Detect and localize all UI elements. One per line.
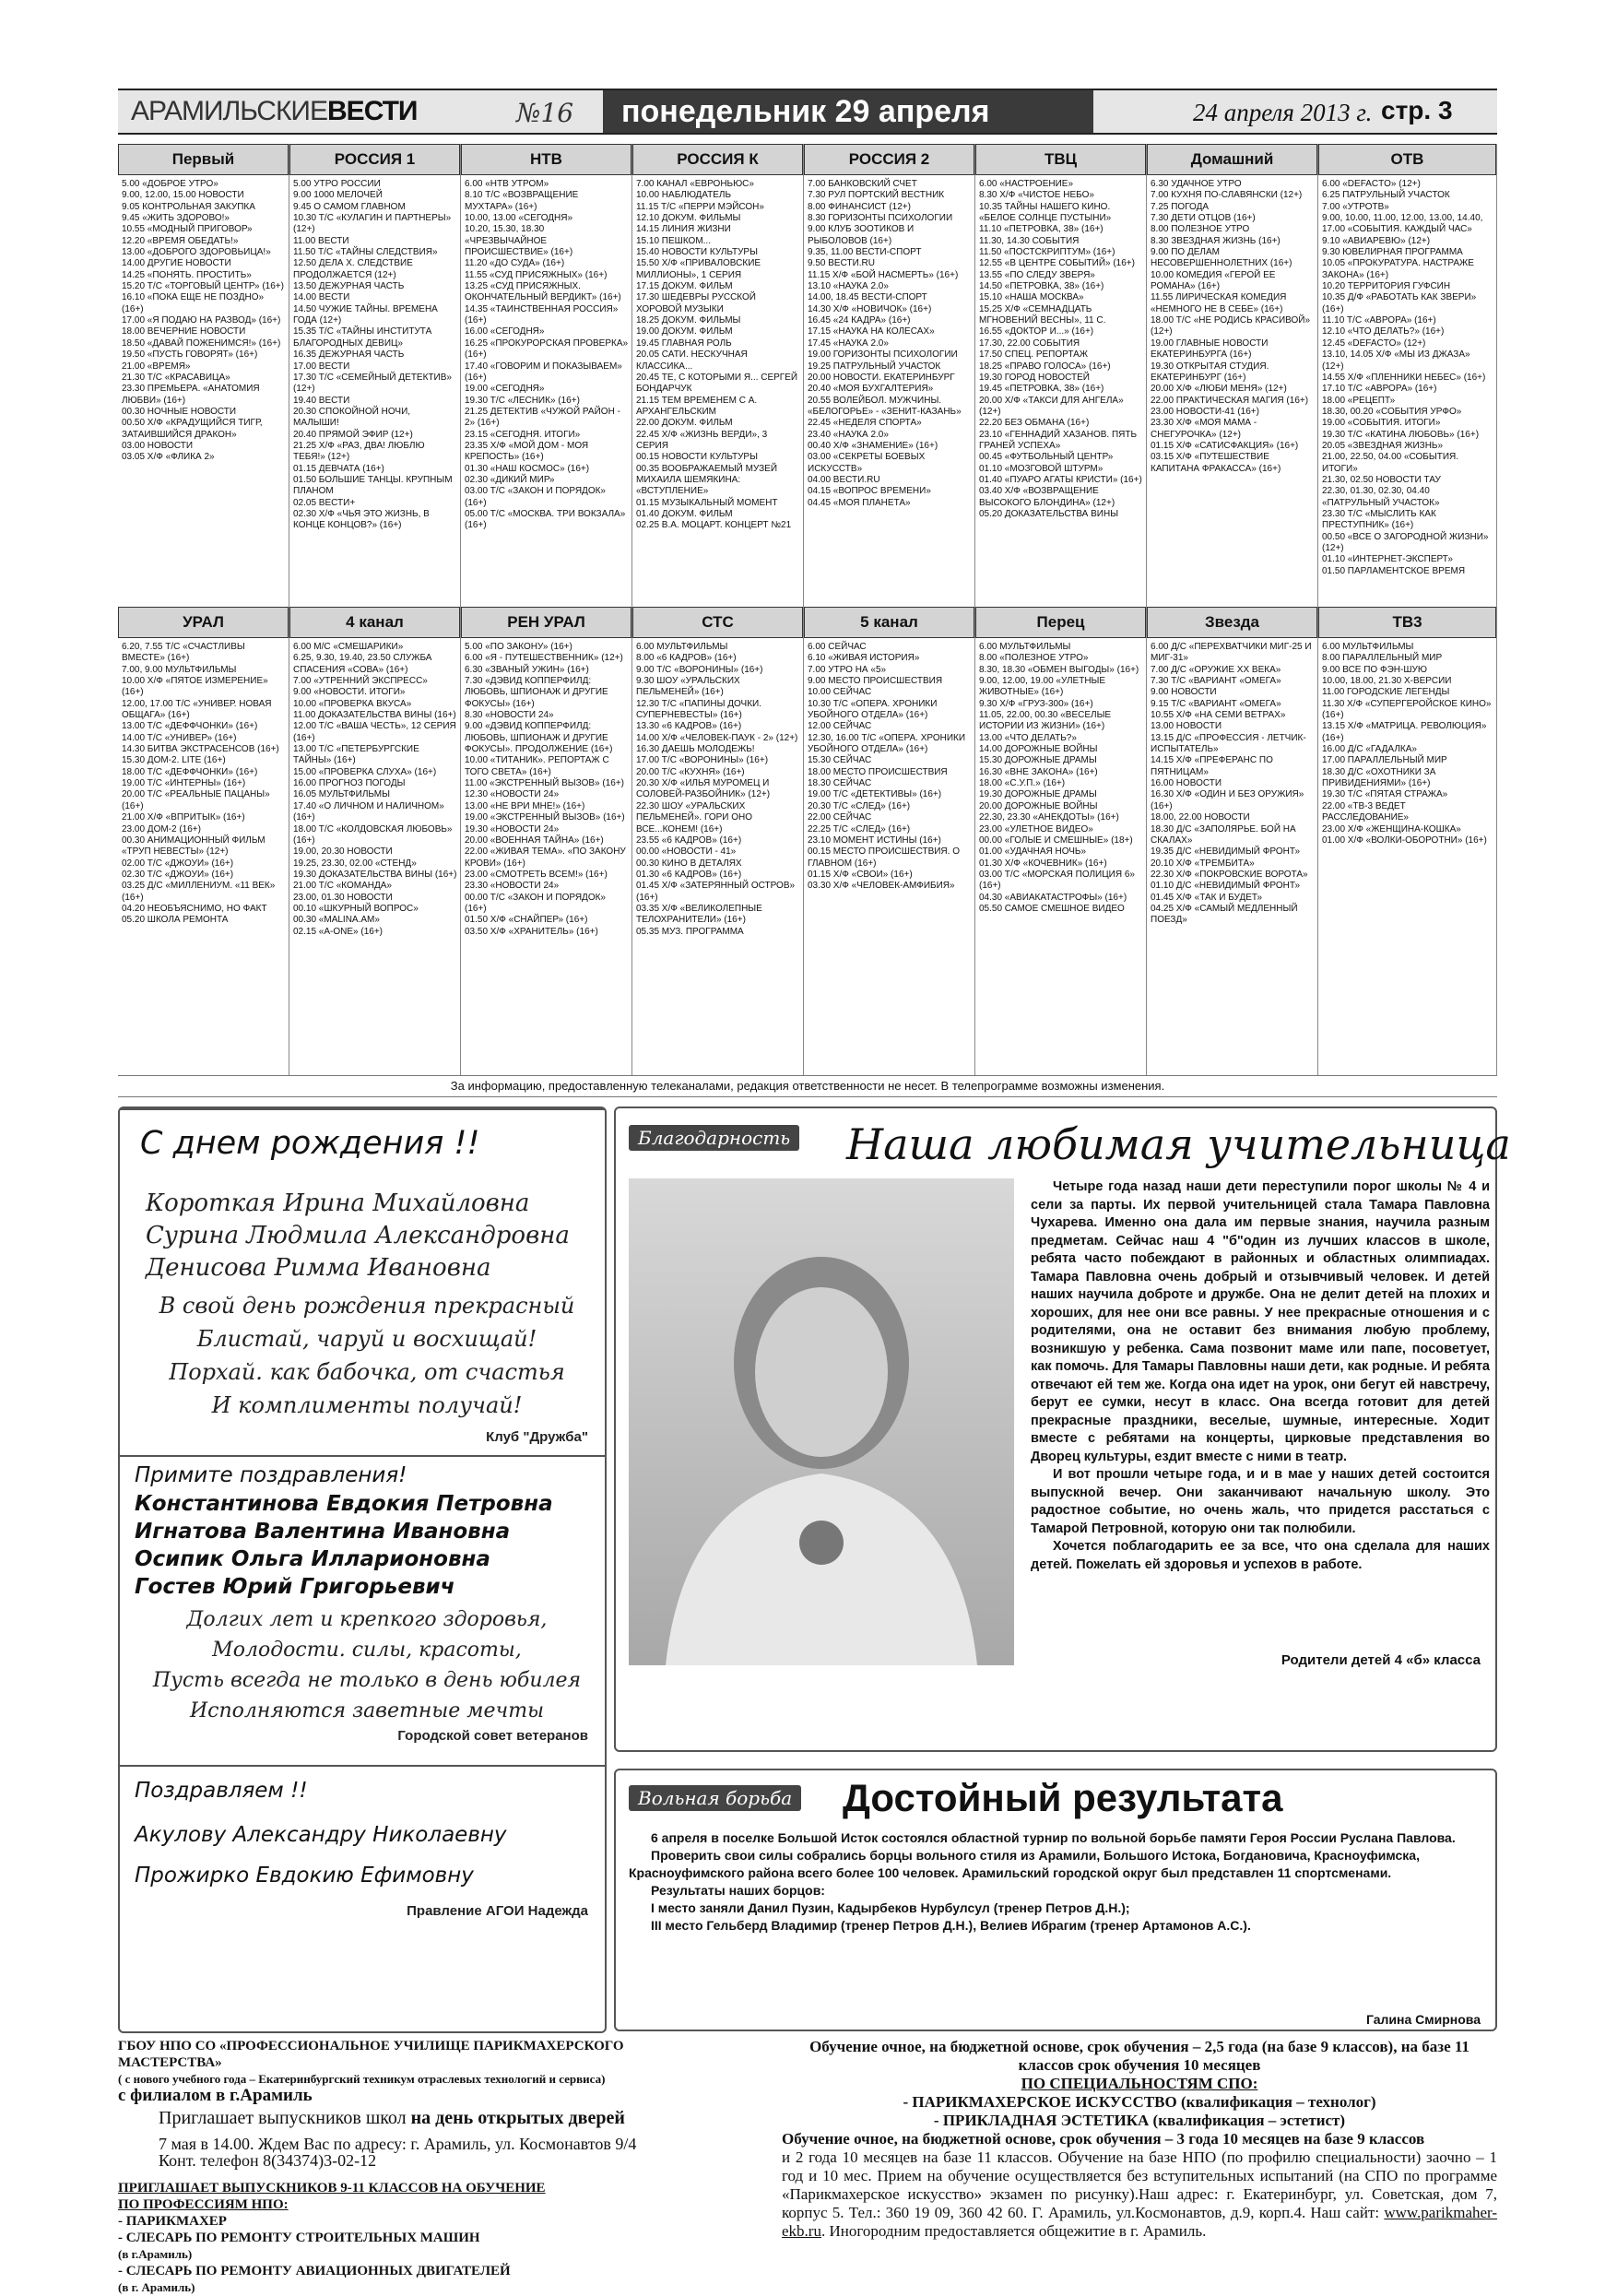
specialty: - ПАРИКМАХЕРСКОЕ ИСКУССТВО (квалификация – технолог): [903, 2093, 1376, 2111]
paragraph: 6 апреля в поселке Большой Исток состоялся областной турнир по вольной борьбе памяти Героя России Руслана Павлова.: [651, 1830, 1456, 1845]
teacher-tag: Благодарность: [629, 1125, 799, 1151]
paragraph: Результаты наших борцов:: [651, 1883, 825, 1898]
invite-text: Приглашает выпускников школ: [159, 2108, 407, 2128]
school-website-link[interactable]: www.parikmaher-ekb.ru: [782, 2204, 1498, 2240]
name: Денисова Римма Ивановна: [146, 1254, 491, 1282]
issue-date: 24 апреля 2013 г.: [1193, 99, 1373, 126]
tv-channel-column: [804, 144, 975, 1075]
tv-channel-column: [975, 144, 1147, 1075]
paragraph: Четыре года назад наши дети переступили порог школы № 4 и сели за парты. Их первой учительницей стала Тамара Павловна Чухарева. Именно она дала им первые знания, научила разным предметам. Сейчас наш 4 "б"один из лучших классов в школе, ребята часто побеждают в районных и областных олимпиадах. Тамара Павловна очень добрый и отзывчивый человек. И детей наших научила доброте и дружбе. Она не делит детей на плохих и хороших, для нее они все равны. У нее прекрасные отношения и с родителями, она не оставит без внимания любую проблему, возникшую у ребенка. Сама позвонит маме или папе, посоветует, как помочь. Для Тамары Павловны наши дети, как родные. И ребята отвечают ей тем же. Когда она идет на урок, они бегут ей навстречу, берут ее сумки, несут в класс. Она всегда готовит для детей прекрасные праздники, веселые, шумные, интересные. Ходит вместе с ребятами на концерты, цирковые представления во Дворец культуры, ездит вместе с ними в театр.: [1031, 1179, 1490, 1464]
channel-schedule: 6.00 «DEFACTO» (12+) 6.25 ПАТРУЛЬНЫЙ УЧАСТОК 7.00 «УТРОТВ» 9.00, 10.00, 11.00, 12.00, 13.00, 14.40, 17.00 «СОБЫТИЯ. КАЖДЫЙ ЧАС» 9.10 «АВИАРЕВЮ» (12+) 9.30 ЮВЕЛИРНАЯ ПРОГРАММА 10.05 «ПРОКУРАТУРА. НАСТРАЖЕ ЗАКОНА» (16+) 10.20 ТЕРРИТОРИЯ ГУФСИН 10.35 Д/Ф «РАБОТАТЬ КАК ЗВЕРИ» (16+) 11.10 Т/С «АВРОРА» (16+) 12.10 «ЧТО ДЕЛАТЬ?» (16+) 12.45 «DEFACTO» (12+) 13.10, 14.05 Х/Ф «МЫ ИЗ ДЖАЗА» (12+) 14.55 Х/Ф «ПЛЕННИКИ НЕБЕС» (16+) 17.10 Т/С «АВРОРА» (16+) 18.00 «РЕЦЕПТ» 18.30, 00.20 «СОБЫТИЯ УРФО» 19.00 «СОБЫТИЯ. ИТОГИ» 19.30 Т/С «КАТИНА ЛЮБОВЬ» (16+) 20.05 «ЗВЕЗДНАЯ ЖИЗНЬ» 21.00, 22.50, 04.00 «СОБЫТИЯ. ИТОГИ» 21.30, 02.50 НОВОСТИ ТАУ 22.30, 01.30, 02.30, 04.40 «ПАТРУЛЬНЫЙ УЧАСТОК» 23.30 Т/С «МЫСЛИТЬ КАК ПРЕСТУПНИК» (16+) 00.50 «ВСЕ О ЗАГОРОДНОЙ ЖИЗНИ» (12+) 01.10 «ИНТЕРНЕТ-ЭКСПЕРТ» 01.50 ПАРЛАМЕНТСКОЕ ВРЕМЯ: [1322, 179, 1489, 576]
open-day: на день открытых дверей: [410, 2108, 625, 2128]
study-terms: Обучение очное, на бюджетной основе, срок обучения – 2,5 года (на базе 9 классов), на базе 11 классов срок обучения 10 месяцев: [809, 2038, 1469, 2074]
birthday-signature-3: Правление АГОИ Надежда: [407, 1903, 588, 1919]
tv-channel-column: [632, 144, 804, 1075]
birthday-verse-1: [146, 1289, 588, 1422]
birthday-signature-1: Клуб "Дружба": [486, 1429, 588, 1445]
wrestling-tag: Вольная борьба: [629, 1785, 801, 1811]
paragraph: III место Гельберд Владимир (тренер Петров Д.Н.), Велиев Ибрагим (тренер Артамонов А.С.).: [651, 1918, 1251, 1933]
school-name: ГБОУ НПО СО «ПРОФЕССИОНАЛЬНОЕ УЧИЛИЩЕ ПАРИКМАХЕРСКОГО МАСТЕРСТВА»: [118, 2039, 624, 2070]
birthday-names-2: [135, 1490, 596, 1601]
channel-logo: ОТВ: [1318, 144, 1496, 175]
channel-logo: Звезда: [1147, 607, 1317, 638]
name: Сурина Людмила Александровна: [146, 1222, 570, 1249]
channel-schedule: 6.00 «НТВ УТРОМ» 8.10 Т/С «ВОЗВРАЩЕНИЕ МУХТАРА» (16+) 10.00, 13.00 «СЕГОДНЯ» 10.20, 15.30, 18.30 «ЧРЕЗВЫЧАЙНОЕ ПРОИСШЕСТВИЕ» (16+) 11.20 «ДО СУДА» (16+) 11.55 «СУД ПРИСЯЖНЫХ» (16+) 13.25 «СУД ПРИСЯЖНЫХ. ОКОНЧАТЕЛЬНЫЙ ВЕРДИКТ» (16+) 14.35 «ТАИНСТВЕННАЯ РОССИЯ» (16+) 16.00 «СЕГОДНЯ» 16.25 «ПРОКУРОРСКАЯ ПРОВЕРКА» (16+) 17.40 «ГОВОРИМ И ПОКАЗЫВАЕМ» (16+) 19.00 «СЕГОДНЯ» 19.30 Т/С «ЛЕСНИК» (16+) 21.25 ДЕТЕКТИВ «ЧУЖОЙ РАЙОН - 2» (16+) 23.15 «СЕГОДНЯ. ИТОГИ» 23.35 Х/Ф «МОЙ ДОМ - МОЯ КРЕПОСТЬ» (16+) 01.30 «НАШ КОСМОС» (16+) 02.30 «ДИКИЙ МИР» 03.00 Т/С «ЗАКОН И ПОРЯДОК» (16+) 05.00 Т/С «МОСКВА. ТРИ ВОКЗАЛА» (16+): [465, 179, 629, 531]
school-advert: [118, 2038, 1498, 2294]
channel-schedule: 6.00 СЕЙЧАС 6.10 «ЖИВАЯ ИСТОРИЯ» 7.00 УТРО НА «5» 9.00 МЕСТО ПРОИСШЕСТВИЯ 10.00 СЕЙЧАС 10.30 Т/С «ОПЕРА. ХРОНИКИ УБОЙНОГО ОТДЕЛА» (16+) 12.00 СЕЙЧАС 12.30, 16.00 Т/С «ОПЕРА. ХРОНИКИ УБОЙНОГО ОТДЕЛА» (16+) 15.30 СЕЙЧАС 18.00 МЕСТО ПРОИСШЕСТВИЯ 18.30 СЕЙЧАС 19.00 Т/С «ДЕТЕКТИВЫ» (16+) 20.30 Т/С «СЛЕД» (16+) 22.00 СЕЙЧАС 22.25 Т/С «СЛЕД» (16+) 23.10 МОМЕНТ ИСТИНЫ (16+) 00.15 МЕСТО ПРОИСШЕСТВИЯ. О ГЛАВНОМ (16+) 01.15 Х/Ф «СВОИ» (16+) 03.30 Х/Ф «ЧЕЛОВЕК-АМФИБИЯ»: [808, 642, 966, 892]
masthead: [118, 89, 1497, 135]
divider: [120, 1108, 605, 1110]
verse-line: Долгих лет и крепкого здоровья,: [186, 1608, 548, 1631]
divider: [120, 1765, 605, 1767]
verse-line: Порхай. как бабочка, от счастья: [169, 1359, 565, 1385]
channel-logo: ТВЦ: [975, 144, 1146, 175]
name: Акулову Александру Николаевну: [135, 1823, 507, 1847]
channel-schedule: 6.00 «НАСТРОЕНИЕ» 8.30 Х/Ф «ЧИСТОЕ НЕБО» 10.35 ТАЙНЫ НАШЕГО КИНО. «БЕЛОЕ СОЛНЦЕ ПУСТЫНИ» 11.10 «ПЕТРОВКА, 38» (16+) 11.30, 14.30 СОБЫТИЯ 11.50 «ПОСТСКРИПТУМ» (16+) 12.55 «В ЦЕНТРЕ СОБЫТИЙ» (16+) 13.55 «ПО СЛЕДУ ЗВЕРЯ» 14.50 «ПЕТРОВКА, 38» (16+) 15.10 «НАША МОСКВА» 15.25 Х/Ф «СЕМНАДЦАТЬ МГНОВЕНИЙ ВЕСНЫ», 11 С. 16.55 «ДОКТОР И...» (16+) 17.30, 22.00 СОБЫТИЯ 17.50 СПЕЦ. РЕПОРТАЖ 18.25 «ПРАВО ГОЛОСА» (16+) 19.30 ГОРОД НОВОСТЕЙ 19.45 «ПЕТРОВКА, 38» (16+) 20.00 Х/Ф «ТАКСИ ДЛЯ АНГЕЛА» (12+) 22.20 БЕЗ ОБМАНА (16+) 23.10 «ГЕННАДИЙ ХАЗАНОВ. ПЯТЬ ГРАНЕЙ УСПЕХА» 00.45 «ФУТБОЛЬНЫЙ ЦЕНТР» 01.10 «МОЗГОВОЙ ШТУРМ» 01.40 «ПУАРО АГАТЫ КРИСТИ» (16+) 03.40 Х/Ф «ВОЗВРАЩЕНИЕ ВЫСОКОГО БЛОНДИНА» (12+) 05.20 ДОКАЗАТЕЛЬСТВА ВИНЫ: [979, 179, 1142, 519]
channel-logo: ТВ3: [1318, 607, 1496, 638]
channel-schedule: 6.30 УДАЧНОЕ УТРО 7.00 КУХНЯ ПО-СЛАВЯНСКИ (12+) 7.25 ПОГОДА 7.30 ДЕТИ ОТЦОВ (16+) 8.00 ПОЛЕЗНОЕ УТРО 8.30 ЗВЕЗДНАЯ ЖИЗНЬ (16+) 9.00 ПО ДЕЛАМ НЕСОВЕРШЕННОЛЕТНИХ (16+) 10.00 КОМЕДИЯ «ГЕРОЙ ЕЕ РОМАНА» (16+) 11.55 ЛИРИЧЕСКАЯ КОМЕДИЯ «НЕМНОГО НЕ В СЕБЕ» (16+) 18.00 Т/С «НЕ РОДИСЬ КРАСИВОЙ» (12+) 19.00 ГЛАВНЫЕ НОВОСТИ ЕКАТЕРИНБУРГА (16+) 19.30 ОТКРЫТАЯ СТУДИЯ. ЕКАТЕРИНБУРГ (16+) 20.00 Х/Ф «ЛЮБИ МЕНЯ» (12+) 22.00 ПРАКТИЧЕСКАЯ МАГИЯ (16+) 23.00 НОВОСТИ-41 (16+) 23.30 Х/Ф «МОЯ МАМА - СНЕГУРОЧКА» (12+) 01.15 Х/Ф «САТИСФАКЦИЯ» (16+) 03.15 Х/Ф «ПУТЕШЕСТВИЕ КАПИТАНА ФРАКАССА» (16+): [1151, 179, 1311, 474]
birthday-greetings: [118, 1107, 607, 2033]
channel-schedule: 5.00 «ДОБРОЕ УТРО» 9.00, 12.00, 15.00 НОВОСТИ 9.05 КОНТРОЛЬНАЯ ЗАКУПКА 9.45 «ЖИТЬ ЗДОРОВО!» 10.55 «МОДНЫЙ ПРИГОВОР» 12.20 «ВРЕМЯ ОБЕДАТЬ!» 13.00 «ДОБРОГО ЗДОРОВЬИЦА!» 14.00 ДРУГИЕ НОВОСТИ 14.25 «ПОНЯТЬ. ПРОСТИТЬ» 15.20 Т/С «ТОРГОВЫЙ ЦЕНТР» (16+) 16.10 «ПОКА ЕЩЕ НЕ ПОЗДНО» (16+) 17.00 «Я ПОДАЮ НА РАЗВОД» (16+) 18.00 ВЕЧЕРНИЕ НОВОСТИ 18.50 «ДАВАЙ ПОЖЕНИМСЯ!» (16+) 19.50 «ПУСТЬ ГОВОРЯТ» (16+) 21.00 «ВРЕМЯ» 21.30 Т/С «КРАСАВИЦА» 23.30 ПРЕМЬЕРА. «АНАТОМИЯ ЛЮБВИ» (16+) 00.30 НОЧНЫЕ НОВОСТИ 00.50 Х/Ф «КРАДУЩИЙСЯ ТИГР, ЗАТАИВШИЙСЯ ДРАКОН» 03.00 НОВОСТИ 03.05 Х/Ф «ФЛИКА 2»: [122, 179, 284, 463]
day-banner: понедельник 29 апреля: [603, 90, 1093, 133]
verse-line: Исполняются заветные мечты: [189, 1699, 545, 1722]
teacher-photo: [629, 1178, 1014, 1665]
channel-schedule: 6.20, 7.55 Т/С «СЧАСТЛИВЫ ВМЕСТЕ» (16+) 7.00, 9.00 МУЛЬТФИЛЬМЫ 10.00 Х/Ф «ПЯТОЕ ИЗМЕРЕНИЕ» (16+) 12.00, 17.00 Т/С «УНИВЕР. НОВАЯ ОБЩАГА» (16+) 13.00 Т/С «ДЕФФЧОНКИ» (16+) 14.00 Т/С «УНИВЕР» (16+) 14.30 БИТВА ЭКСТРАСЕНСОВ (16+) 15.30 ДОМ-2. LITE (16+) 18.00 Т/С «ДЕФФЧОНКИ» (16+) 19.00 Т/С «ИНТЕРНЫ» (16+) 20.00 Т/С «РЕАЛЬНЫЕ ПАЦАНЫ» (16+) 21.00 Х/Ф «ВПРИТЫК» (16+) 23.00 ДОМ-2 (16+) 00.30 АНИМАЦИОННЫЙ ФИЛЬМ «ТРУП НЕВЕСТЫ» (12+) 02.00 Т/С «ДЖОУИ» (16+) 02.30 Т/С «ДЖОУИ» (16+) 03.25 Д/С «МИЛЛЕНИУМ. «11 ВЕК» (16+) 04.20 НЕОБЪЯСНИМО, НО ФАКТ 05.20 ШКОЛА РЕМОНТА: [122, 642, 279, 926]
channel-logo: 4 канал: [289, 607, 460, 638]
paragraph: I место заняли Данил Пузин, Кадырбеков Нурбулсул (тренер Петров Д.Н.);: [651, 1900, 1130, 1915]
teacher-headline: Наша любимая учительница: [846, 1119, 1511, 1169]
school-branch: с филиалом в г.Арамиль: [118, 2086, 313, 2105]
channel-schedule: 6.00 МУЛЬТФИЛЬМЫ 8.00 ПАРАЛЛЕЛЬНЫЙ МИР 9.00 ВСЕ ПО ФЭН-ШУЮ 10.00, 18.00, 21.30 Х-ВЕРСИИ 11.00 ГОРОДСКИЕ ЛЕГЕНДЫ 11.30 Х/Ф «СУПЕРГЕРОЙСКОЕ КИНО» (16+) 13.15 Х/Ф «МАТРИЦА. РЕВОЛЮЦИЯ» (16+) 16.00 Д/С «ГАДАЛКА» 17.00 ПАРАЛЛЕЛЬНЫЙ МИР 18.30 Д/С «ОХОТНИКИ ЗА ПРИВИДЕНИЯМИ» (16+) 19.30 Т/С «ПЯТАЯ СТРАЖА» 22.00 «ТВ-3 ВЕДЕТ РАССЛЕДОВАНИЕ» 23.00 Х/Ф «ЖЕНЩИНА-КОШКА» 01.00 Х/Ф «ВОЛКИ-ОБОРОТНИ» (16+): [1322, 642, 1492, 846]
admission-info: . Иногородним предоставляется общежитие в г. Арамиль.: [820, 2222, 1207, 2240]
issue-number: №16: [516, 98, 574, 128]
birthday-verse-2: [146, 1604, 588, 1726]
school-advert-left: [118, 2038, 717, 2296]
channel-schedule: 6.00 МУЛЬТФИЛЬМЫ 8.00 «6 КАДРОВ» (16+) 9.00 Т/С «ВОРОНИНЫ» (16+) 9.30 ШОУ «УРАЛЬСКИХ ПЕЛЬМЕНЕЙ» (16+) 12.30 Т/С «ПАПИНЫ ДОЧКИ. СУПЕРНЕВЕСТЫ» (16+) 13.30 «6 КАДРОВ» (16+) 14.00 Х/Ф «ЧЕЛОВЕК-ПАУК - 2» (12+) 16.30 ДАЕШЬ МОЛОДЕЖЬ! 17.00 Т/С «ВОРОНИНЫ» (16+) 20.00 Т/С «КУХНЯ» (16+) 20.30 Х/Ф «ИЛЬЯ МУРОМЕЦ И СОЛОВЕЙ-РАЗБОЙНИК» (12+) 22.30 ШОУ «УРАЛЬСКИХ ПЕЛЬМЕНЕЙ». ГОРИ ОНО ВСЕ...КОНЕМ! (16+) 23.55 «6 КАДРОВ» (16+) 00.00 «НОВОСТИ - 41» 00.30 КИНО В ДЕТАЛЯХ 01.30 «6 КАДРОВ» (16+) 01.45 Х/Ф «ЗАТЕРЯННЫЙ ОСТРОВ» (16+) 03.35 Х/Ф «ВЕЛИКОЛЕПНЫЕ ТЕЛОХРАНИТЕЛИ» (16+) 05.35 МУЗ. ПРОГРАММА: [636, 642, 798, 937]
channel-logo: РЕН УРАЛ: [461, 607, 631, 638]
page-number: стр. 3: [1381, 96, 1453, 124]
study-terms: Обучение очное, на бюджетной основе, срок обучения – 3 года 10 месяцев на базе 9 классов: [782, 2130, 1425, 2148]
profession-note: (в г. Арамиль): [118, 2280, 195, 2294]
congrats-title-2: Примите поздравления!: [135, 1463, 407, 1487]
profession: - ПАРИКМАХЕР: [118, 2214, 227, 2229]
channel-logo: НТВ: [461, 144, 631, 175]
congrats-title-3: Поздравляем !!: [135, 1779, 308, 1803]
portrait-illustration: [629, 1178, 1014, 1665]
channel-schedule: 7.00 БАНКОВСКИЙ СЧЕТ 7.30 РУЛ ПОРТСКИЙ ВЕСТНИК 8.00 ФИНАНСИСТ (12+) 8.30 ГОРИЗОНТЫ ПСИХОЛОГИИ 9.00 КЛУБ ЗООТИКОВ И РЫБОЛОВОВ (16+) 9.35, 11.00 ВЕСТИ-СПОРТ 9.50 ВЕСТИ.RU 11.15 Х/Ф «БОЙ НАСМЕРТЬ» (16+) 13.10 «НАУКА 2.0» 14.00, 18.45 ВЕСТИ-СПОРТ 14.30 Х/Ф «НОВИЧОК» (16+) 16.45 «24 КАДРА» (16+) 17.15 «НАУКА НА КОЛЕСАХ» 17.45 «НАУКА 2.0» 19.00 ГОРИЗОНТЫ ПСИХОЛОГИИ 19.25 ПАТРУЛЬНЫЙ УЧАСТОК 20.00 НОВОСТИ. ЕКАТЕРИНБУРГ 20.40 «МОЯ БУХГАЛТЕРИЯ» 20.55 ВОЛЕЙБОЛ. МУЖЧИНЫ. «БЕЛОГОРЬЕ» - «ЗЕНИТ-КАЗАНЬ» 22.45 «НЕДЕЛЯ СПОРТА» 23.40 «НАУКА 2.0» 00.40 Х/Ф «ЗНАМЕНИЕ» (16+) 03.00 «СЕКРЕТЫ БОЕВЫХ ИСКУССТВ» 04.00 ВЕСТИ.RU 04.15 «ВОПРОС ВРЕМЕНИ» 04.45 «МОЯ ПЛАНЕТА»: [808, 179, 962, 508]
teacher-body: [1031, 1178, 1490, 1574]
spo-heading: ПО СПЕЦИАЛЬНОСТЯМ СПО:: [1021, 2075, 1258, 2092]
tv-channel-column: [1147, 144, 1318, 1075]
paragraph: Хочется поблагодарить ее за все, что она сделала для наших детей. Пожелать ей здоровья и успехов в работе.: [1031, 1539, 1490, 1572]
channel-logo: РОССИЯ 2: [804, 144, 974, 175]
channel-logo: Первый: [118, 144, 289, 175]
teacher-article: [614, 1107, 1511, 1752]
tv-disclaimer: За информацию, предоставленную телеканалами, редакция ответственности не несет. В телепрограмме возможны изменения.: [118, 1075, 1497, 1097]
paragraph: Проверить свои силы собрались борцы вольного стиля из Арамили, Большого Истока, Богдановича, Красноуфимска, Красноуфимского района всего более 100 человек. Арамильский городской округ был представлен 11 спортсменами.: [629, 1848, 1420, 1880]
contact-phone: Конт. телефон 8(34374)3-02-12: [159, 2151, 377, 2170]
name: Гостев Юрий Григорьевич: [135, 1575, 455, 1599]
channel-logo: СТС: [632, 607, 803, 638]
profession: - СЛЕСАРЬ ПО РЕМОНТУ АВИАЦИОННЫХ ДВИГАТЕЛЕЙ: [118, 2264, 511, 2278]
channel-logo: Домашний: [1147, 144, 1317, 175]
school-note: ( с нового учебного года – Екатеринбургский техникум отраслевых технологий и сервиса): [118, 2072, 606, 2086]
open-day-address: 7 мая в 14.00. Ждем Вас по адресу: г. Арамиль, ул. Космонавтов 9/4: [159, 2135, 637, 2153]
divider: [120, 1455, 605, 1457]
verse-line: И комплименты получай!: [211, 1392, 523, 1418]
invite-heading: ПРИГЛАШАЕТ ВЫПУСКНИКОВ 9-11 КЛАССОВ НА ОБУЧЕНИЕ: [118, 2181, 546, 2195]
newspaper-logo: АРАМИЛЬСКИЕВЕСТИ: [131, 96, 418, 126]
tv-channel-column: [289, 144, 461, 1075]
tv-channel-column: [1318, 144, 1497, 1075]
channel-schedule: 5.00 УТРО РОССИИ 9.00 1000 МЕЛОЧЕЙ 9.45 О САМОМ ГЛАВНОМ 10.30 Т/С «КУЛАГИН И ПАРТНЕРЫ» (12+) 11.00 ВЕСТИ 11.50 Т/С «ТАЙНЫ СЛЕДСТВИЯ» 12.50 ДЕЛА Х. СЛЕДСТВИЕ ПРОДОЛЖАЕТСЯ (12+) 13.50 ДЕЖУРНАЯ ЧАСТЬ 14.00 ВЕСТИ 14.50 ЧУЖИЕ ТАЙНЫ. ВРЕМЕНА ГОДА (12+) 15.35 Т/С «ТАЙНЫ ИНСТИТУТА БЛАГОРОДНЫХ ДЕВИЦ» 16.35 ДЕЖУРНАЯ ЧАСТЬ 17.00 ВЕСТИ 17.30 Т/С «СЕМЕЙНЫЙ ДЕТЕКТИВ» (12+) 19.40 ВЕСТИ 20.30 СПОКОЙНОЙ НОЧИ, МАЛЫШИ! 20.40 ПРЯМОЙ ЭФИР (12+) 21.25 Х/Ф «РАЗ, ДВА! ЛЮБЛЮ ТЕБЯ!» (12+) 01.15 ДЕВЧАТА (16+) 01.50 БОЛЬШИЕ ТАНЦЫ. КРУПНЫМ ПЛАНОМ 02.05 ВЕСТИ+ 02.30 Х/Ф «ЧЬЯ ЭТО ЖИЗНЬ, В КОНЦЕ КОНЦОВ?» (16+): [293, 179, 453, 531]
verse-line: В свой день рождения прекрасный: [159, 1293, 575, 1319]
verse-line: Блистай, чаруй и восхищай!: [196, 1326, 537, 1352]
wrestling-headline: Достойный результата: [843, 1776, 1283, 1819]
wrestling-body: [629, 1829, 1484, 1935]
name: Константинова Евдокия Петровна: [135, 1492, 553, 1516]
channel-schedule: 6.00 Д/С «ПЕРЕХВАТЧИКИ МИГ-25 И МИГ-31» 7.00 Д/С «ОРУЖИЕ XX ВЕКА» 7.30 Т/С «ВАРИАНТ «ОМЕГА» 9.00 НОВОСТИ 9.15 Т/С «ВАРИАНТ «ОМЕГА» 10.55 Х/Ф «НА СЕМИ ВЕТРАХ» 13.00 НОВОСТИ 13.15 Д/С «ПРОФЕССИЯ - ЛЕТЧИК-ИСПЫТАТЕЛЬ» 14.15 Х/Ф «ПРЕФЕРАНС ПО ПЯТНИЦАМ» 16.00 НОВОСТИ 16.30 Х/Ф «ОДИН И БЕЗ ОРУЖИЯ» (16+) 18.00, 22.00 НОВОСТИ 18.30 Д/С «ЗАПОЛЯРЬЕ. БОЙ НА СКАЛАХ» 19.35 Д/С «НЕВИДИМЫЙ ФРОНТ» 20.10 Х/Ф «ТРЕМБИТА» 22.30 Х/Ф «ПОКРОВСКИЕ ВОРОТА» 01.10 Д/С «НЕВИДИМЫЙ ФРОНТ» 01.45 Х/Ф «ТАК И БУДЕТ» 04.25 Х/Ф «САМЫЙ МЕДЛЕННЫЙ ПОЕЗД»: [1151, 642, 1312, 926]
name: Игнатова Валентина Ивановна: [135, 1520, 511, 1544]
birthday-signature-2: Городской совет ветеранов: [397, 1728, 588, 1744]
paragraph: И вот прошли четыре года, и и в мае у наших детей состоится выпускной вечер. Они заканчивают начальную школу. Это радостное событие, но очень жаль, что придется расстаться с Тамарой Петровной, которую они так полюбили.: [1031, 1467, 1490, 1536]
channel-schedule: 7.00 КАНАЛ «ЕВРОНЬЮС» 10.00 НАБЛЮДАТЕЛЬ 11.15 Т/С «ПЕРРИ МЭЙСОН» 12.10 ДОКУМ. ФИЛЬМЫ 14.15 ЛИНИЯ ЖИЗНИ 15.10 ПЕШКОМ... 15.40 НОВОСТИ КУЛЬТУРЫ 15.50 Х/Ф «ПРИВАЛОВСКИЕ МИЛЛИОНЫ», 1 СЕРИЯ 17.15 ДОКУМ. ФИЛЬМ 17.30 ШЕДЕВРЫ РУССКОЙ ХОРОВОЙ МУЗЫКИ 18.25 ДОКУМ. ФИЛЬМЫ 19.00 ДОКУМ. ФИЛЬМ 19.45 ГЛАВНАЯ РОЛЬ 20.05 САТИ. НЕСКУЧНАЯ КЛАССИКА... 20.45 ТЕ, С КОТОРЫМИ Я... СЕРГЕЙ БОНДАРЧУК 21.15 ТЕМ ВРЕМЕНЕМ С А. АРХАНГЕЛЬСКИМ 22.00 ДОКУМ. ФИЛЬМ 22.45 Х/Ф «ЖИЗНЬ ВЕРДИ», 3 СЕРИЯ 00.15 НОВОСТИ КУЛЬТУРЫ 00.35 ВООБРАЖАЕМЫЙ МУЗЕЙ МИХАИЛА ШЕМЯКИНА: «ВСТУПЛЕНИЕ» 01.15 МУЗЫКАЛЬНЫЙ МОМЕНТ 01.40 ДОКУМ. ФИЛЬМ 02.25 В.А. МОЦАРТ. КОНЦЕРТ №21: [636, 179, 798, 531]
profession: - СЛЕСАРЬ ПО РЕМОНТУ СТРОИТЕЛЬНЫХ МАШИН: [118, 2231, 480, 2245]
tv-channel-column: [118, 144, 289, 1075]
channel-logo: Перец: [975, 607, 1146, 638]
birthday-title: С днем рождения !!: [140, 1125, 480, 1162]
wrestling-signature: Галина Смирнова: [1365, 2012, 1481, 2027]
channel-logo: УРАЛ: [118, 607, 289, 638]
tv-channel-column: [461, 144, 632, 1075]
school-advert-right: [782, 2038, 1497, 2241]
profession-note: (в г.Арамиль): [118, 2247, 193, 2261]
channel-schedule: 6.00 МУЛЬТФИЛЬМЫ 8.00 «ПОЛЕЗНОЕ УТРО» 8.30, 18.30 «ОБМЕН ВЫГОДЫ» (16+) 9.00, 12.00, 19.00 «УЛЕТНЫЕ ЖИВОТНЫЕ» (16+) 9.30 Х/Ф «ГРУЗ-300» (16+) 11.05, 22.00, 00.30 «ВЕСЕЛЫЕ ИСТОРИИ ИЗ ЖИЗНИ» (16+) 13.00 «ЧТО ДЕЛАТЬ?» 14.00 ДОРОЖНЫЕ ВОЙНЫ 15.30 ДОРОЖНЫЕ ДРАМЫ 16.30 «ВНЕ ЗАКОНА» (16+) 18.00 «С.У.П.» (16+) 19.30 ДОРОЖНЫЕ ДРАМЫ 20.00 ДОРОЖНЫЕ ВОЙНЫ 22.30, 23.30 «АНЕКДОТЫ» (16+) 23.00 «УЛЕТНОЕ ВИДЕО» 00.00 «ГОЛЫЕ И СМЕШНЫЕ» (18+) 01.00 «УДАЧНАЯ НОЧЬ» 01.30 Х/Ф «КОЧЕВНИК» (16+) 03.00 Т/С «МОРСКАЯ ПОЛИЦИЯ 6» (16+) 04.30 «АВИАКАТАСТРОФЫ» (16+) 05.50 САМОЕ СМЕШНОЕ ВИДЕО: [979, 642, 1139, 914]
verse-line: Пусть всегда не только в день юбилея: [152, 1669, 582, 1692]
channel-schedule: 5.00 «ПО ЗАКОНУ» (16+) 6.00 «Я - ПУТЕШЕСТВЕННИК» (12+) 6.30 «ЗВАНЫЙ УЖИН» (16+) 7.30 «ДЭВИД КОППЕРФИЛД: ЛЮБОВЬ, ШПИОНАЖ И ДРУГИЕ ФОКУСЫ» (16+) 8.30 «НОВОСТИ 24» 9.00 «ДЭВИД КОППЕРФИЛД: ЛЮБОВЬ, ШПИОНАЖ И ДРУГИЕ ФОКУСЫ». ПРОДОЛЖЕНИЕ (16+) 10.00 «ТИТАНИК». РЕПОРТАЖ С ТОГО СВЕТА» (16+) 11.00 «ЭКСТРЕННЫЙ ВЫЗОВ» (16+) 12.30 «НОВОСТИ 24» 13.00 «НЕ ВРИ МНЕ!» (16+) 19.00 «ЭКСТРЕННЫЙ ВЫЗОВ» (16+) 19.30 «НОВОСТИ 24» 20.00 «ВОЕННАЯ ТАЙНА» (16+) 22.00 «ЖИВАЯ ТЕМА». «ПО ЗАКОНУ КРОВИ» (16+) 23.00 «СМОТРЕТЬ ВСЕМ!» (16+) 23.30 «НОВОСТИ 24» 00.00 Т/С «ЗАКОН И ПОРЯДОК» (16+) 01.50 Х/Ф «СНАЙПЕР» (16+) 03.50 Х/Ф «ХРАНИТЕЛЬ» (16+): [465, 642, 626, 937]
name: Осипик Ольга Илларионовна: [135, 1547, 490, 1571]
tv-program: [118, 144, 1497, 1075]
name: Короткая Ирина Михайловна: [146, 1189, 530, 1217]
verse-line: Молодости. силы, красоты,: [212, 1639, 522, 1662]
channel-logo: РОССИЯ К: [632, 144, 803, 175]
birthday-names-1: [146, 1188, 588, 1284]
channel-logo: 5 канал: [804, 607, 974, 638]
channel-logo: РОССИЯ 1: [289, 144, 460, 175]
channel-schedule: 6.00 М/С «СМЕШАРИКИ» 6.25, 9.30, 19.40, 23.50 СЛУЖБА СПАСЕНИЯ «СОВА» (16+) 7.00 «УТРЕННИЙ ЭКСПРЕСС» 9.00 «НОВОСТИ. ИТОГИ» 10.00 «ПРОВЕРКА ВКУСА» 11.00 ДОКАЗАТЕЛЬСТВА ВИНЫ (16+) 12.00 Т/С «ВАША ЧЕСТЬ», 12 СЕРИЯ (16+) 13.00 Т/С «ПЕТЕРБУРГСКИЕ ТАЙНЫ» (16+) 15.00 «ПРОВЕРКА СЛУХА» (16+) 16.00 ПРОГНОЗ ПОГОДЫ 16.05 МУЛЬТФИЛЬМЫ 17.40 «О ЛИЧНОМ И НАЛИЧНОМ» (16+) 18.00 Т/С «КОЛДОВСКАЯ ЛЮБОВЬ» (16+) 19.00, 20.30 НОВОСТИ 19.25, 23.30, 02.00 «СТЕНД» 19.30 ДОКАЗАТЕЛЬСТВА ВИНЫ (16+) 21.00 Т/С «КОМАНДА» 23.00, 01.30 НОВОСТИ 00.10 «ШКУРНЫЙ ВОПРОС» 00.30 «MALINA.AM» 02.15 «A-ONE» (16+): [293, 642, 457, 937]
birthday-names-3: [135, 1815, 596, 1896]
wrestling-article: [614, 1769, 1497, 2031]
specialty: - ПРИКЛАДНАЯ ЭСТЕТИКА (квалификация – эстетист): [933, 2112, 1346, 2129]
admission-info: и 2 года 10 месяцев на базе 11 классов. Обучение на базе НПО (по профилю специальности) заочно – 1 год и 10 мес. Прием на обучение осуществляется без вступительных испытаний (на СПО по программе «Парикмахерское искусство» экзамен по рисунку).Наш адрес: г. Екатеринбург, ул. Советская, дом 7, корпус 5. Тел.: 360 19 09, 360 42 60. Г. Арамиль, ул.Космонавтов, д.9, корп.4. Наш сайт:: [782, 2148, 1497, 2221]
npo-heading: ПО ПРОФЕССИЯМ НПО:: [118, 2197, 289, 2212]
name: Прожирко Евдокию Ефимовну: [135, 1864, 474, 1888]
teacher-signature: Родители детей 4 «б» класса: [1281, 1652, 1481, 1668]
